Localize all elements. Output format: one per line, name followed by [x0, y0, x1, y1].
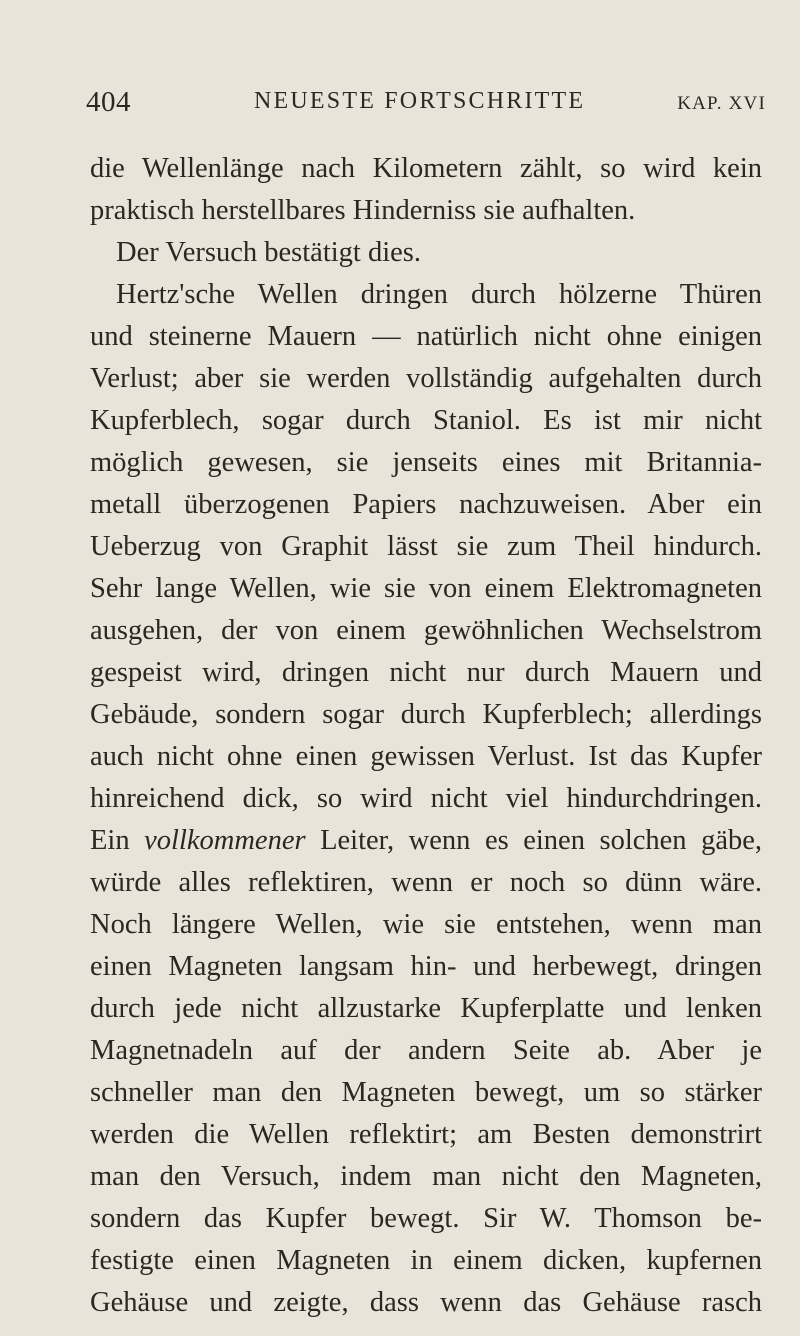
text-line-13: gespeist wird, dringen nicht nur durch Mauern und	[90, 657, 762, 688]
text-line-19: Noch längere Wellen, wie sie entstehen, wenn man	[90, 909, 762, 940]
emphasized-word: vollkommener	[144, 825, 306, 856]
text-line-1: die Wellenlänge nach Kilometern zählt, so wird kein	[90, 153, 762, 184]
text-line-17	[90, 820, 762, 862]
running-head	[86, 86, 766, 126]
body-text	[90, 148, 762, 1324]
text-line-22: Magnetnadeln auf der andern Seite ab. Aber je	[90, 1035, 762, 1066]
text-line-5: und steinerne Mauern — natürlich nicht ohne einigen	[90, 321, 762, 352]
text-line-8: möglich gewesen, sie jenseits eines mit Britannia-	[90, 447, 762, 478]
text-line-21: durch jede nicht allzustarke Kupferplatte und lenken	[90, 993, 762, 1024]
text-line-10: Ueberzug von Graphit lässt sie zum Theil hindurch.	[90, 531, 762, 562]
text-line-11: Sehr lange Wellen, wie sie von einem Elektromagneten	[90, 573, 762, 604]
text-line-14: Gebäude, sondern sogar durch Kupferblech; allerdings	[90, 699, 762, 730]
page-number: 404	[86, 86, 131, 118]
text-line-23: schneller man den Magneten bewegt, um so stärker	[90, 1077, 762, 1108]
chapter-label: KAP. XVI	[677, 93, 766, 114]
text-line-7: Kupferblech, sogar durch Staniol. Es ist mir nicht	[90, 405, 762, 436]
text-line-28: Gehäuse und zeigte, dass wenn das Gehäuse rasch	[90, 1287, 762, 1318]
text-line-27: festigte einen Magneten in einem dicken, kupfernen	[90, 1245, 762, 1276]
text-line-25: man den Versuch, indem man nicht den Magneten,	[90, 1161, 762, 1192]
text-line-18: würde alles reflektiren, wenn er noch so dünn wäre.	[90, 867, 762, 898]
text-line-20: einen Magneten langsam hin- und herbewegt, dringen	[90, 951, 762, 982]
text-line-2: praktisch herstellbares Hinderniss sie aufhalten.	[90, 195, 636, 226]
text-line-16: hinreichend dick, so wird nicht viel hindurchdringen.	[90, 783, 762, 814]
text-line-24: werden die Wellen reflektirt; am Besten demonstrirt	[90, 1119, 762, 1150]
text-line-3: Der Versuch bestätigt dies.	[116, 237, 421, 268]
text-line-12: ausgehen, der von einem gewöhnlichen Wechselstrom	[90, 615, 762, 646]
text-line-4: Hertz'sche Wellen dringen durch hölzerne Thüren	[116, 279, 762, 310]
line-17-before: Ein	[90, 825, 145, 856]
line-17-after: Leiter, wenn es einen solchen gäbe,	[305, 825, 762, 856]
text-line-26: sondern das Kupfer bewegt. Sir W. Thomson be-	[90, 1203, 762, 1234]
text-line-6: Verlust; aber sie werden vollständig aufgehalten durch	[90, 363, 762, 394]
text-line-9: metall überzogenen Papiers nachzuweisen. Aber ein	[90, 489, 762, 520]
text-line-15: auch nicht ohne einen gewissen Verlust. Ist das Kupfer	[90, 741, 762, 772]
running-title: NEUESTE FORTSCHRITTE	[254, 88, 586, 114]
